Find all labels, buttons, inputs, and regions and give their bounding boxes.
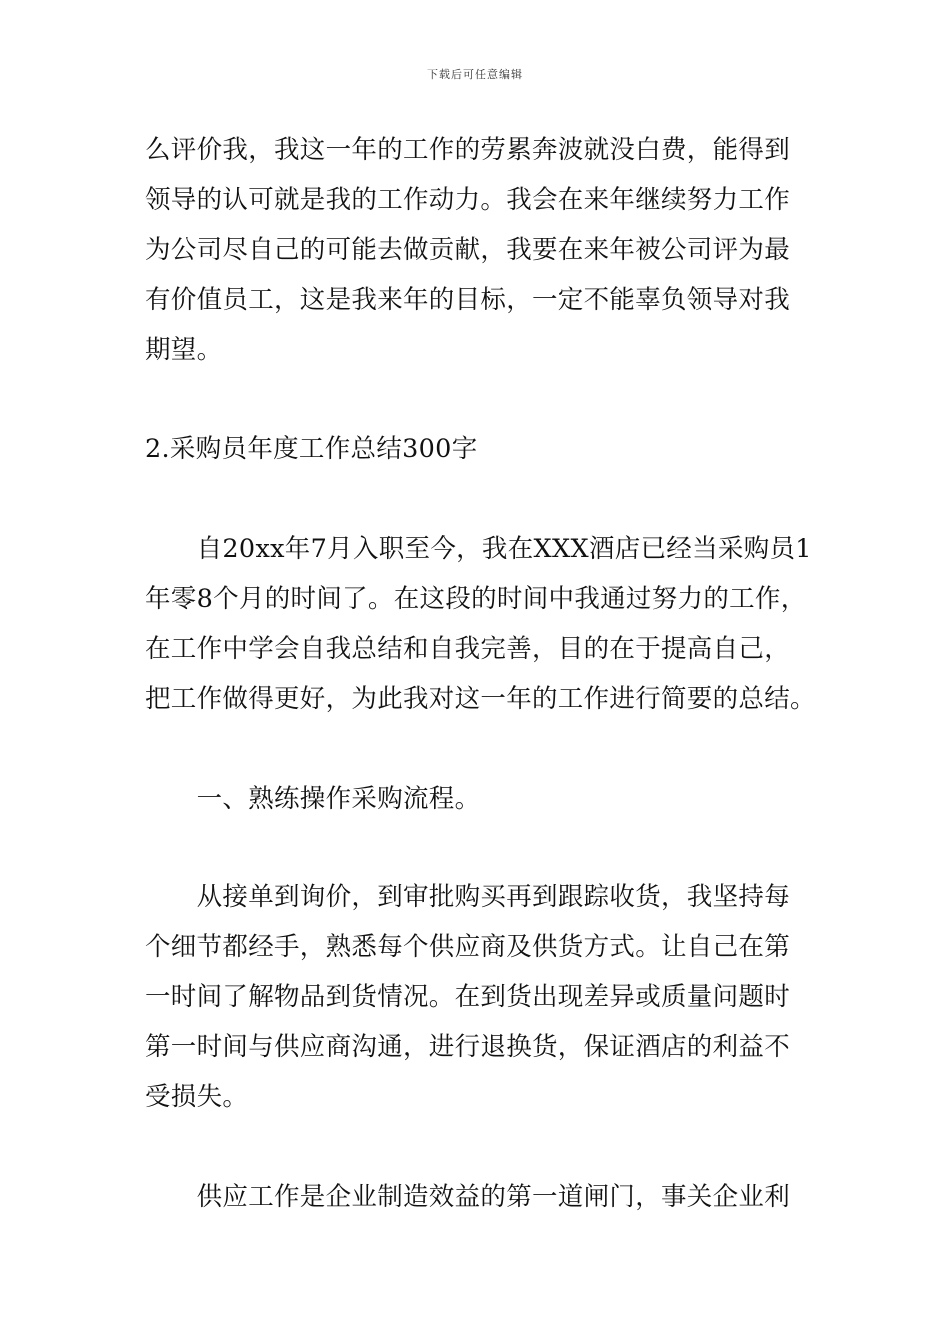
- page-header: 下载后可任意编辑: [427, 68, 523, 81]
- section-heading: 2.采购员年度工作总结300字: [145, 434, 478, 464]
- body-line: 领导的认可就是我的工作动力。我会在来年继续努力工作: [145, 185, 791, 215]
- body-line: 一时间了解物品到货情况。在到货出现差异或质量问题时: [145, 982, 791, 1012]
- body-line: 供应工作是企业制造效益的第一道闸门，事关企业利: [145, 1182, 791, 1212]
- body-line: 第一时间与供应商沟通，进行退换货，保证酒店的利益不: [145, 1032, 791, 1062]
- subsection-heading: 一、熟练操作采购流程。: [145, 784, 481, 814]
- body-line: 从接单到询价，到审批购买再到跟踪收货，我坚持每: [145, 882, 791, 912]
- body-line: 在工作中学会自我总结和自我完善，目的在于提高自己，: [145, 634, 791, 664]
- body-line: 个细节都经手，熟悉每个供应商及供货方式。让自己在第: [145, 932, 791, 962]
- body-line: 么评价我，我这一年的工作的劳累奔波就没白费，能得到: [145, 135, 791, 165]
- body-line: 受损失。: [145, 1082, 249, 1112]
- body-line: 有价值员工，这是我来年的目标，一定不能辜负领导对我: [145, 285, 791, 315]
- body-line: 期望。: [145, 335, 223, 365]
- body-line: 为公司尽自己的可能去做贡献，我要在来年被公司评为最: [145, 235, 791, 265]
- body-line: 把工作做得更好，为此我对这一年的工作进行简要的总结。: [145, 684, 816, 714]
- body-line: 年零8个月的时间了。在这段的时间中我通过努力的工作，: [145, 584, 807, 614]
- body-line: 自20xx年7月入职至今，我在XXX酒店已经当采购员1: [145, 534, 812, 564]
